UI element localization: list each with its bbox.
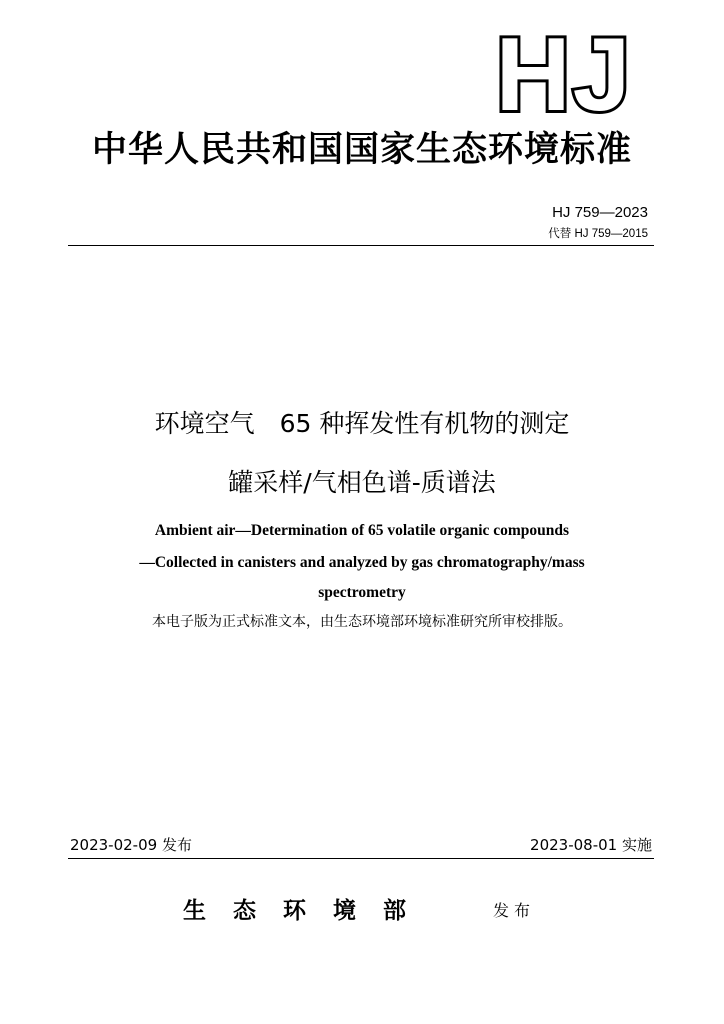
standard-number: HJ 759—2023	[552, 204, 648, 221]
electronic-edition-note: 本电子版为正式标准文本，由生态环境部环境标准研究所审校排版。	[152, 614, 572, 630]
title-en-line3: spectrometry	[318, 584, 406, 601]
implementation-date: 2023-08-01 实施	[530, 836, 652, 854]
title-en-line2: —Collected in canisters and analyzed by gas chromatography/mass	[139, 554, 585, 571]
hj-logo-text: HJ	[495, 30, 633, 116]
title-en-line1: Ambient air—Determination of 65 volatile organic compounds	[154, 522, 570, 539]
hj-logo	[488, 30, 640, 116]
header-divider	[68, 245, 654, 246]
issued-label: 发布	[493, 901, 536, 920]
replaces-standard: 代替 HJ 759—2015	[548, 228, 648, 240]
title-cn-line1: 环境空气 65 种挥发性有机物的测定	[154, 409, 570, 438]
issue-date: 2023-02-09 发布	[70, 836, 192, 854]
issuing-body-title: 中华人民共和国国家生态环境标准	[91, 129, 632, 170]
title-cn-line2: 罐采样/气相色谱-质谱法	[228, 468, 496, 497]
issuer-name: 生态环境部	[183, 897, 433, 924]
footer-divider	[68, 858, 654, 859]
